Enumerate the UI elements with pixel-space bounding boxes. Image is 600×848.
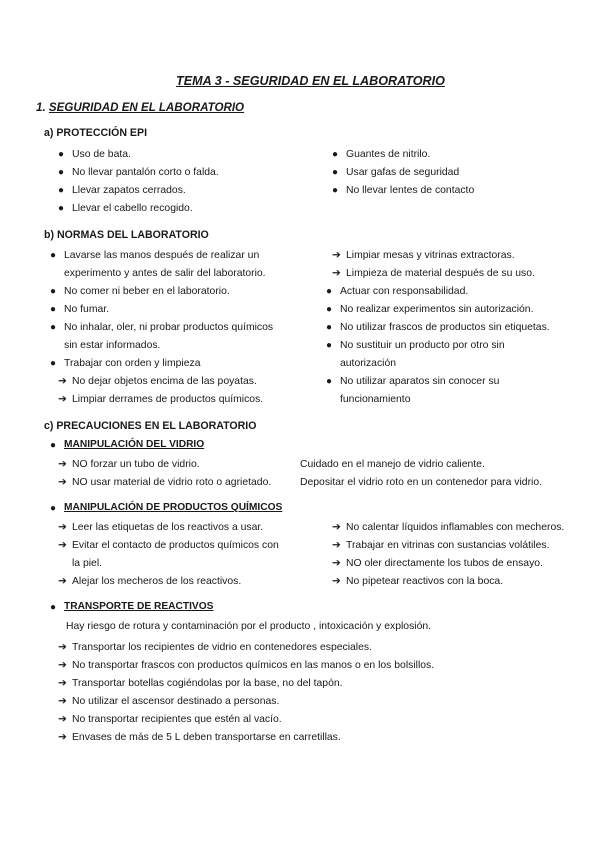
page-title: TEMA 3 - SEGURIDAD EN EL LABORATORIO: [176, 74, 445, 88]
bullet-icon: ●: [332, 167, 339, 178]
bullet-marker: [50, 439, 56, 452]
list-item-text: No transportar frascos con productos químicos en las manos o en los bolsillos.: [72, 660, 435, 671]
list-item-text: Lavarse las manos después de realizar un: [64, 250, 260, 261]
arrow-icon: ➔: [332, 250, 341, 261]
arrow-icon: ➔: [58, 696, 67, 707]
bullet-marker: [50, 249, 56, 262]
bullet-icon: ●: [58, 149, 65, 160]
list-item-text: No dejar objetos encima de las poyatas.: [72, 376, 257, 387]
bullet-marker: [50, 285, 56, 298]
list-item-text: No fumar.: [64, 304, 110, 315]
list-item-text: No llevar lentes de contacto: [346, 185, 475, 196]
vidrio-heading: MANIPULACIÓN DEL VIDRIO: [64, 439, 205, 450]
section-title: SEGURIDAD EN EL LABORATORIO: [48, 101, 245, 114]
list-item: [58, 184, 64, 197]
list-item-text: No realizar experimentos sin autorización.: [340, 304, 534, 315]
bullet-icon: ●: [326, 322, 333, 333]
list-item-text: No comer ni beber en el laboratorio.: [64, 286, 230, 297]
arrow-icon: ➔: [332, 522, 341, 533]
arrow-icon: ➔: [58, 660, 67, 671]
list-item-text: Guantes de nitrilo.: [346, 149, 431, 160]
list-item-text: No utilizar el ascensor destinado a personas.: [72, 696, 280, 707]
list-item: [332, 148, 338, 161]
list-item: [58, 166, 64, 179]
list-item-text: Limpieza de material después de su uso.: [346, 268, 535, 279]
bullet-marker: [326, 321, 332, 334]
bullet-icon: ●: [50, 440, 57, 451]
list-item-text: Alejar los mecheros de los reactivos.: [72, 576, 242, 587]
bullet-icon: ●: [50, 503, 57, 514]
bullet-marker: [326, 285, 332, 298]
list-item-text: experimento y antes de salir del laboratorio.: [64, 268, 266, 279]
bullet-marker: [326, 375, 332, 388]
list-item-text: sin estar informados.: [64, 340, 161, 351]
bullet-marker: [50, 502, 56, 515]
bullet-icon: ●: [58, 185, 65, 196]
bullet-icon: ●: [50, 322, 57, 333]
bullet-icon: ●: [332, 185, 339, 196]
bullet-icon: ●: [50, 250, 57, 261]
bullet-marker: [50, 321, 56, 334]
bullet-marker: [326, 339, 332, 352]
arrow-icon: ➔: [332, 540, 341, 551]
list-item: [332, 166, 338, 179]
list-item-text: funcionamiento: [340, 394, 411, 405]
arrow-icon: ➔: [58, 642, 67, 653]
arrow-icon: ➔: [58, 522, 67, 533]
bullet-icon: ●: [50, 602, 57, 613]
list-item-text: Trabajar con orden y limpieza: [64, 358, 201, 369]
list-item-text: la piel.: [72, 558, 103, 569]
arrow-icon: ➔: [58, 459, 67, 470]
list-item-text: Envases de más de 5 L deben transportarse en carretillas.: [72, 732, 341, 743]
list-item-text: Limpiar mesas y vitrinas extractoras.: [346, 250, 515, 261]
subsection-b-heading: b) NORMAS DEL LABORATORIO: [44, 229, 209, 241]
list-item-text: Depositar el vidrio roto en un contenedor para vidrio.: [300, 477, 543, 488]
list-item-text: NO forzar un tubo de vidrio.: [72, 459, 200, 470]
arrow-icon: ➔: [58, 732, 67, 743]
list-item-text: Uso de bata.: [72, 149, 131, 160]
list-item-text: NO oler directamente los tubos de ensayo.: [346, 558, 543, 569]
list-item-text: NO usar material de vidrio roto o agrietado.: [72, 477, 272, 488]
arrow-icon: ➔: [332, 558, 341, 569]
bullet-marker: [50, 303, 56, 316]
arrow-icon: ➔: [332, 268, 341, 279]
bullet-icon: ●: [326, 340, 333, 351]
list-item-text: No calentar líquidos inflamables con mecheros.: [346, 522, 565, 533]
list-item-text: Usar gafas de seguridad: [346, 167, 460, 178]
list-item-text: No llevar pantalón corto o falda.: [72, 167, 219, 178]
list-item-text: No transportar recipientes que estén al vacío.: [72, 714, 282, 725]
bullet-icon: ●: [50, 304, 57, 315]
list-item: [58, 202, 64, 215]
arrow-icon: ➔: [58, 376, 67, 387]
list-item-text: Limpiar derrames de productos químicos.: [72, 394, 264, 405]
bullet-icon: ●: [58, 167, 65, 178]
quimicos-heading: MANIPULACIÓN DE PRODUCTOS QUÍMICOS: [64, 502, 283, 513]
arrow-icon: ➔: [58, 714, 67, 725]
subsection-c-heading: c) PRECAUCIONES EN EL LABORATORIO: [44, 420, 257, 432]
bullet-marker: [326, 303, 332, 316]
list-item-text: No inhalar, oler, ni probar productos químicos: [64, 322, 274, 333]
list-item-text: Llevar zapatos cerrados.: [72, 185, 186, 196]
bullet-icon: ●: [332, 149, 339, 160]
bullet-icon: ●: [326, 304, 333, 315]
bullet-icon: ●: [326, 376, 333, 387]
transporte-intro: Hay riesgo de rotura y contaminación por el producto , intoxicación y explosión.: [66, 621, 432, 632]
list-item-text: Transportar botellas cogiéndolas por la base, no del tapón.: [72, 678, 343, 689]
list-item-text: Evitar el contacto de productos químicos con: [72, 540, 279, 551]
list-item-text: Actuar con responsabilidad.: [340, 286, 469, 297]
section-number: 1.: [36, 101, 46, 114]
arrow-icon: ➔: [58, 477, 67, 488]
list-item-text: Transportar los recipientes de vidrio en contenedores especiales.: [72, 642, 372, 653]
section-heading: [36, 101, 244, 114]
arrow-icon: ➔: [58, 540, 67, 551]
arrow-icon: ➔: [58, 394, 67, 405]
list-item-text: Cuidado en el manejo de vidrio caliente.: [300, 459, 485, 470]
subsection-a-heading: a) PROTECCIÓN EPI: [44, 127, 148, 139]
bullet-marker: [50, 601, 56, 614]
list-item-text: autorización: [340, 358, 397, 369]
bullet-marker: [50, 357, 56, 370]
list-item: [58, 148, 64, 161]
bullet-icon: ●: [50, 286, 57, 297]
transporte-heading: TRANSPORTE DE REACTIVOS: [64, 601, 214, 612]
list-item-text: No pipetear reactivos con la boca.: [346, 576, 504, 587]
bullet-icon: ●: [326, 286, 333, 297]
arrow-icon: ➔: [58, 576, 67, 587]
list-item-text: No utilizar aparatos sin conocer su: [340, 376, 500, 387]
bullet-icon: ●: [50, 358, 57, 369]
arrow-icon: ➔: [58, 678, 67, 689]
arrow-icon: ➔: [332, 576, 341, 587]
list-item-text: No utilizar frascos de productos sin etiquetas.: [340, 322, 550, 333]
list-item-text: No sustituir un producto por otro sin: [340, 340, 505, 351]
list-item: [332, 184, 338, 197]
list-item-text: Llevar el cabello recogido.: [72, 203, 193, 214]
bullet-icon: ●: [58, 203, 65, 214]
list-item-text: Leer las etiquetas de los reactivos a usar.: [72, 522, 264, 533]
list-item-text: Trabajar en vitrinas con sustancias volátiles.: [346, 540, 550, 551]
